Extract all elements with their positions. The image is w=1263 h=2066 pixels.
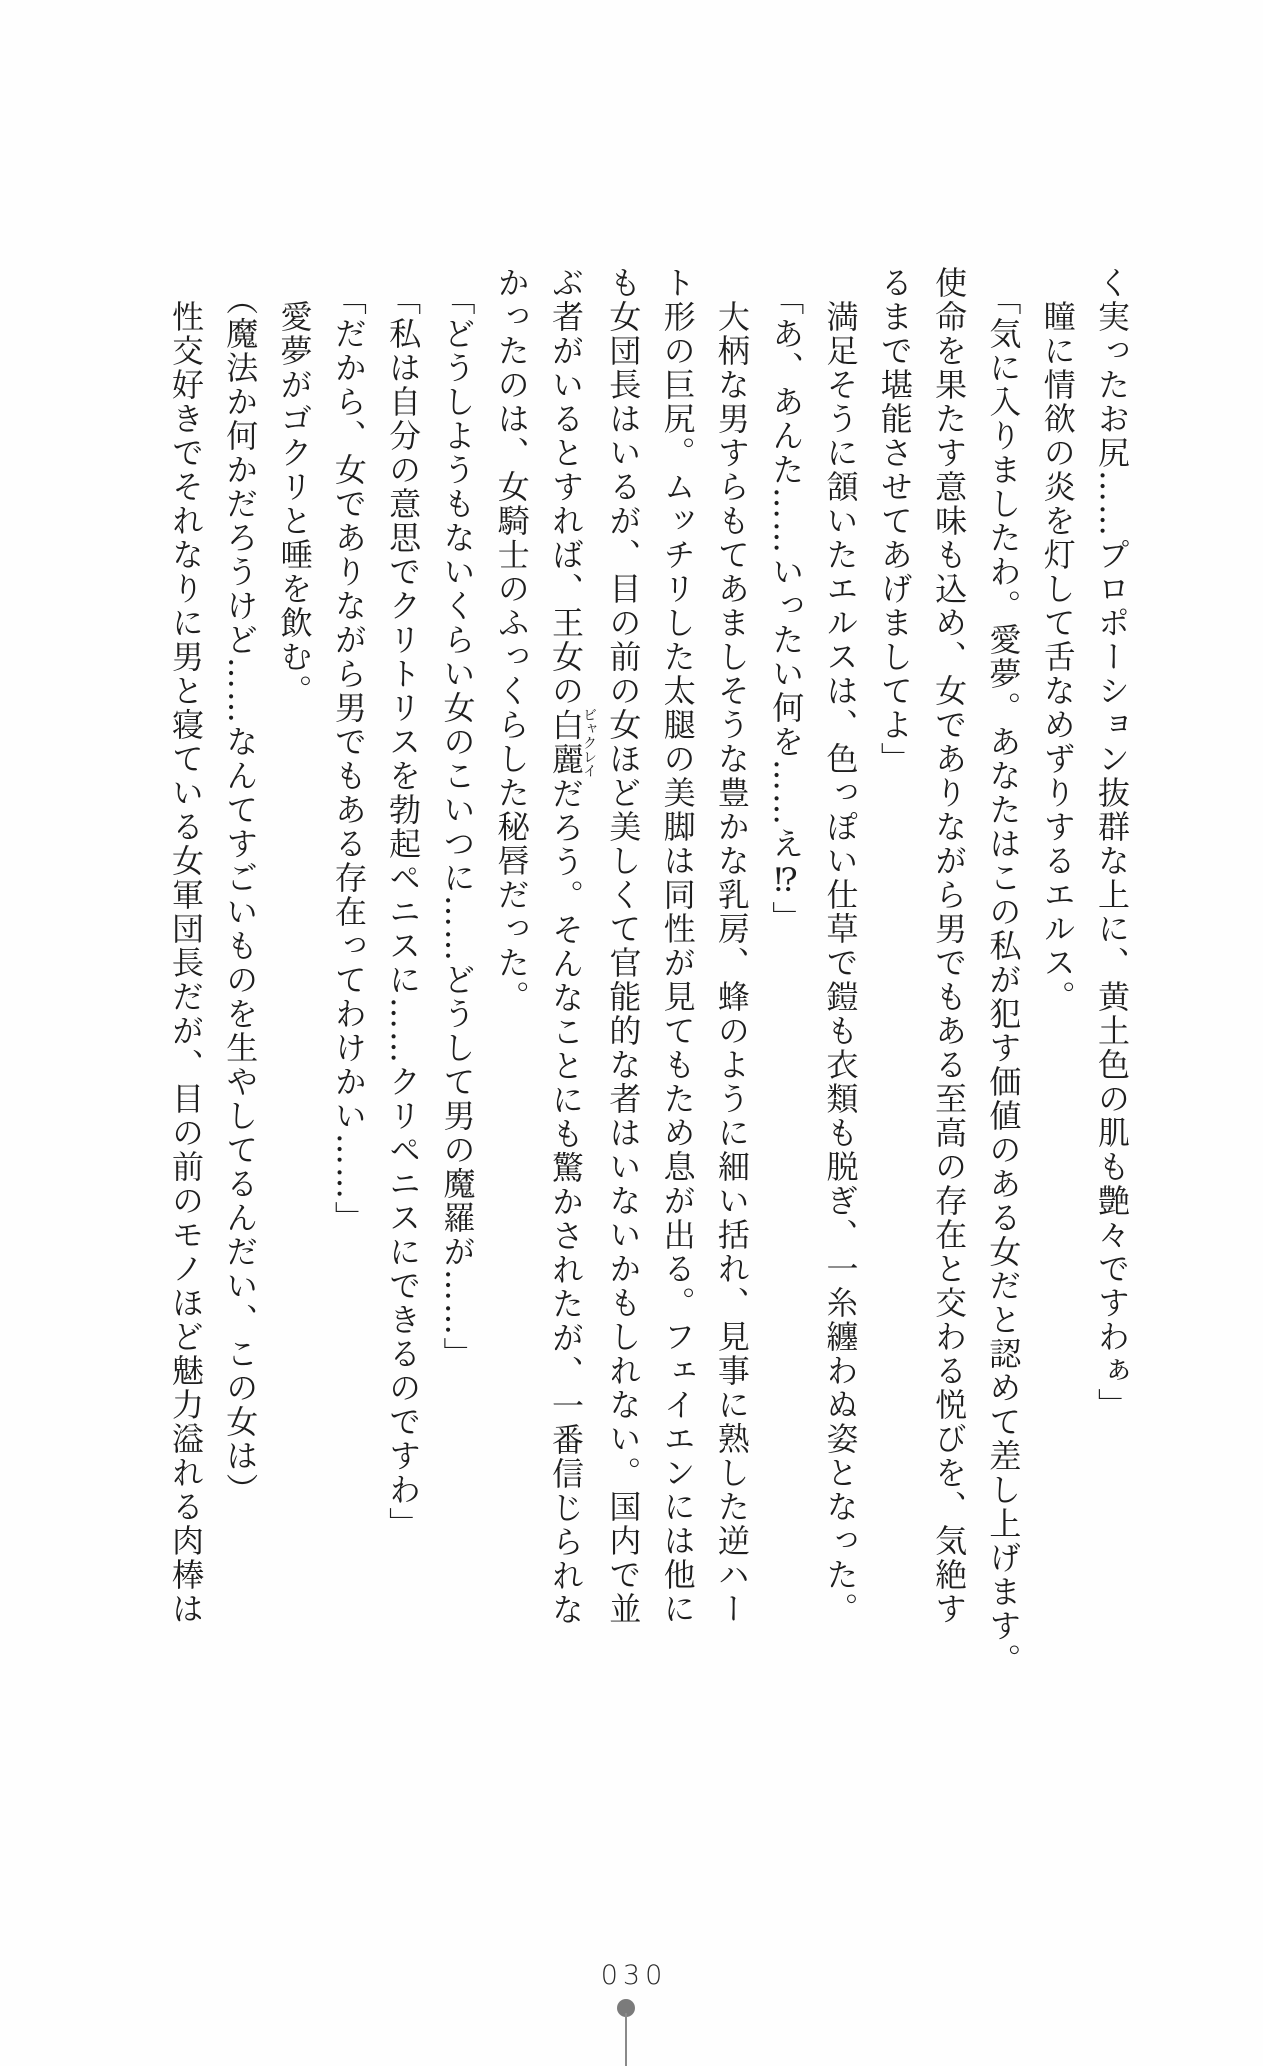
text-column: く実ったお尻……プロポーション抜群な上に、黄土色の肌も艶々ですわぁ」	[1093, 266, 1131, 1422]
text-column: 「気に入りましたわ。愛夢。あなたはこの私が犯す価値のある女だと認めて差し上げます。	[984, 283, 1023, 1677]
ruby-furigana: ビャクレイ	[581, 707, 598, 778]
text-column: 愛夢がゴクリと唾を飲む。	[275, 300, 314, 708]
text-column: 「あ、あんた……いったい何を……え⁉」	[767, 283, 806, 935]
text-column-with-ruby	[539, 266, 596, 1716]
ruby-hakurei	[547, 707, 598, 778]
text-column: 瞳に情欲の炎を灯して舌なめずりするエルス。	[1038, 300, 1077, 1014]
text-column: （魔法か何かだろうけど……なんてすごいものを生やしてるんだい、この女は）	[221, 283, 260, 1507]
ornament-line	[625, 2013, 627, 2066]
text-column: るまで堪能させてあげましてよ」	[875, 266, 914, 776]
text-column: も女団長はいるが、目の前の女ほど美しくて官能的な者はいないかもしれない。国内で並	[604, 266, 643, 1626]
text-column: 性交好きでそれなりに男と寝ている女軍団長だが、目の前のモノほど魅力溢れる肉棒は	[166, 300, 205, 1626]
page-number: 030	[600, 1960, 668, 1991]
text-column: 「だから、女でありながら男でもある存在ってわけかい……」	[329, 283, 368, 1235]
text-column: 「どうしようもないくらい女のこいつに……どうして男の魔羅が……」	[438, 283, 477, 1371]
ruby-base: 白麗	[547, 707, 586, 778]
text-segment: ぶ者がいるとすれば、王女の	[547, 266, 586, 708]
text-segment: だろう。そんなことにも驚かされたが、一番信じられな	[547, 777, 586, 1627]
text-column: 満足そうに頷いたエルスは、色っぽい仕草で鎧も衣類も脱ぎ、一糸纏わぬ姿となった。	[821, 300, 860, 1626]
text-column: 使命を果たす意味も込め、女でありながら男でもある至高の存在と交わる悦びを、気絶す	[930, 266, 969, 1626]
vertical-text-block	[159, 266, 1139, 1716]
text-column: ト形の巨尻。ムッチリした太腿の美脚は同性が見てもため息が出る。フェイエンには他に	[658, 266, 697, 1626]
text-column: かったのは、女騎士のふっくらした秘唇だった。	[492, 266, 531, 1014]
text-column: 大柄な男すらもてあましそうな豊かな乳房、蜂のように細い括れ、見事に熟した逆ハー	[712, 300, 751, 1626]
text-column: 「私は自分の意思でクリトリスを勃起ペニスに……クリペニスにできるのですわ」	[384, 283, 423, 1541]
